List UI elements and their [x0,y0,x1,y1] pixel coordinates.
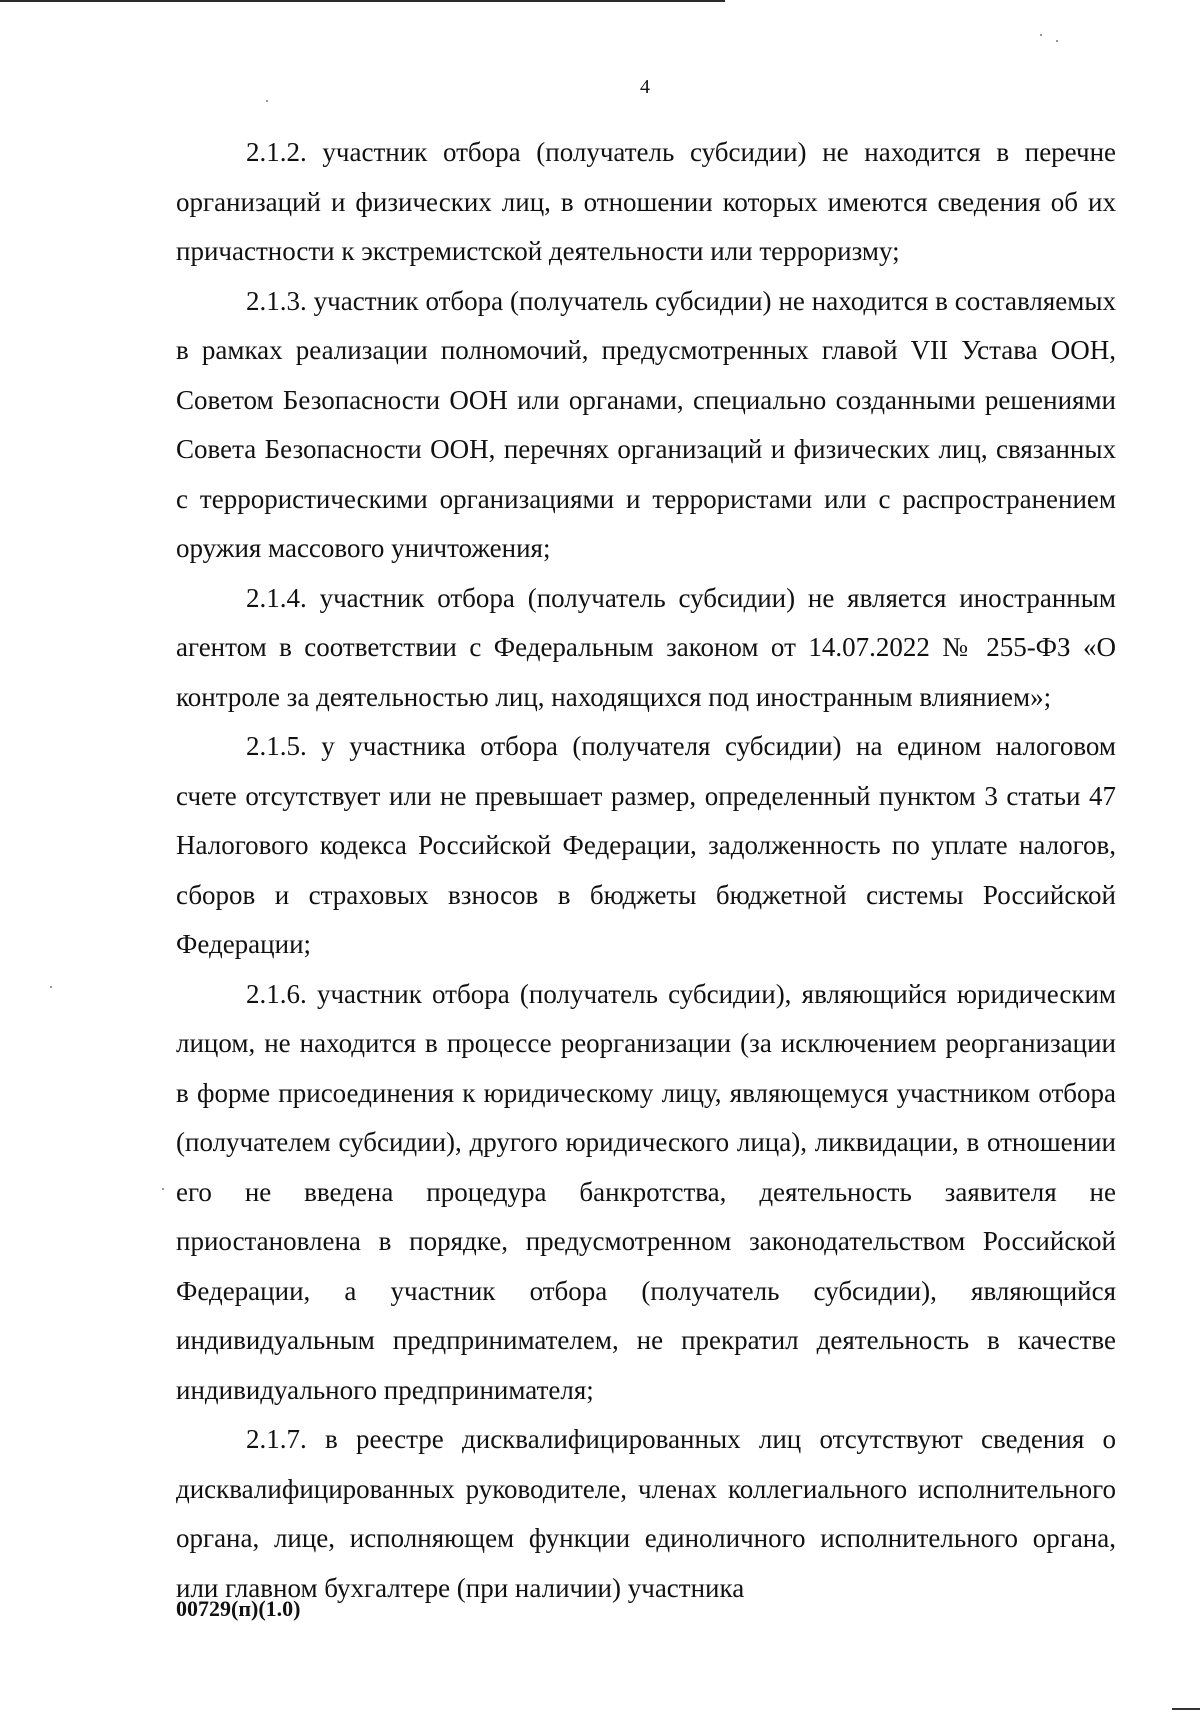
document-footer-code: 00729(п)(1.0) [176,1596,301,1621]
clause-2-1-2: 2.1.2. участник отбора (получатель субсидии) не находится в перечне организаций и физических лиц, в отношении которых имеются сведения об их причастности к экстремистской деятельности или терроризму; [176,137,1116,266]
scan-speck [266,100,268,102]
scan-edge-mark [1172,1708,1200,1710]
clause-2-1-4: 2.1.4. участник отбора (получатель субсидии) не является иностранным агентом в соответствии с Федеральным законом от 14.07.2022 № 255-ФЗ «О контроле за деятельностью лиц, находящихся под иностранным влиянием»; [176,582,1116,712]
scan-speck [1040,34,1042,36]
clause-2-1-7: 2.1.7. в реестре дисквалифицированных лиц отсутствуют сведения о дисквалифицированных руководителе, членах коллегиального исполнительного органа, лице, исполняющем функции единоличного исполнительного органа, или главном бухгалтере (при наличии) участника [176,1424,1116,1603]
page-number: 4 [640,76,650,98]
clause-2-1-6: 2.1.6. участник отбора (получатель субсидии), являющийся юридическим лицом, не находится в процессе реорганизации (за исключением реорганизации в форме присоединения к юридическому лицу, являющемуся участником отбора (получателем субсидии), другого юридического лица), ликвидации, в отношении его не введена процедура банкротства, деятельность заявителя не приостановлена в порядке, предусмотренном законодательством Российской Федерации, а участник отбора (получатель субсидии), являющийся индивидуальным предпринимателем, не прекратил деятельность в качестве индивидуального предпринимателя; [176,978,1116,1405]
document-body [176,128,1116,1613]
scan-speck [50,986,52,988]
scan-speck [1056,40,1058,42]
scan-speck [162,1188,164,1190]
clause-2-1-5: 2.1.5. у участника отбора (получателя субсидии) на едином налоговом счете отсутствует или не превышает размер, определенный пунктом 3 статьи 47 Налогового кодекса Российской Федерации, задолженность по уплате налогов, сборов и страховых взносов в бюджеты бюджетной системы Российской Федерации; [176,731,1116,959]
clause-2-1-3: 2.1.3. участник отбора (получатель субсидии) не находится в составляемых в рамках реализации полномочий, предусмотренных главой VII Устава ООН, Советом Безопасности ООН или органами, специально созданными решениями Совета Безопасности ООН, перечнях организаций и физических лиц, связанных с террористическими организациями и террористами или с распространением оружия массового уничтожения; [176,285,1116,563]
scan-edge-line [0,0,725,2]
